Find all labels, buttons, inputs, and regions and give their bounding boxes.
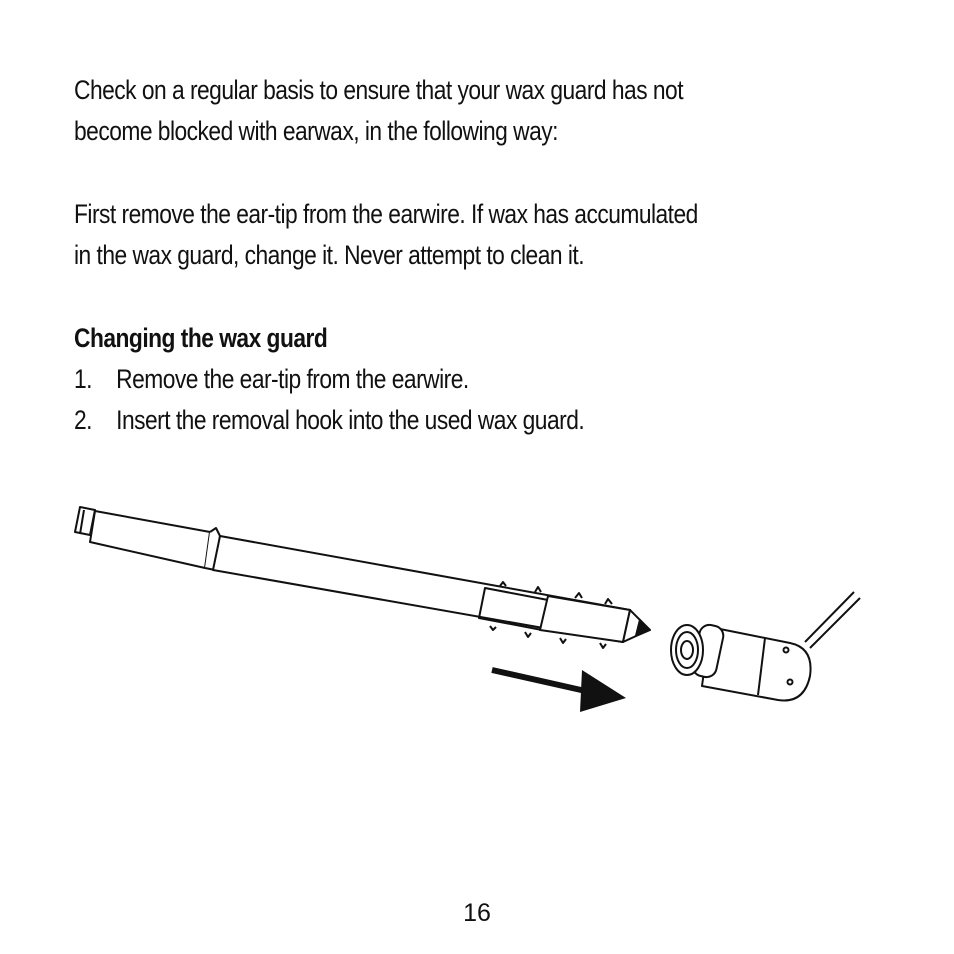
earwire-receiver-icon [671,592,860,701]
list-item [74,400,584,441]
step-number: 1. [74,364,92,394]
intro-line-2: become blocked with earwax, in the following way: [74,116,558,146]
page-number: 16 [463,899,491,927]
wax-guard-tool-icon [75,507,650,648]
intro-paragraph [74,70,762,152]
step-text: Remove the ear-tip from the earwire. [116,364,469,394]
step-text: Insert the removal hook into the used wax guard. [116,405,585,435]
instruction-line-1: First remove the ear-tip from the earwire. If wax has accumulated [74,199,698,229]
instruction-line-2: in the wax guard, change it. Never attempt to clean it. [74,240,585,270]
list-item [74,359,584,400]
step-number: 2. [74,405,92,435]
direction-arrow-icon [492,670,626,712]
section-heading: Changing the wax guard [74,323,328,353]
steps-list [74,359,667,441]
intro-line-1: Check on a regular basis to ensure that your wax guard has not [74,75,684,105]
instruction-paragraph [74,194,762,276]
wax-guard-illustration [70,480,870,740]
